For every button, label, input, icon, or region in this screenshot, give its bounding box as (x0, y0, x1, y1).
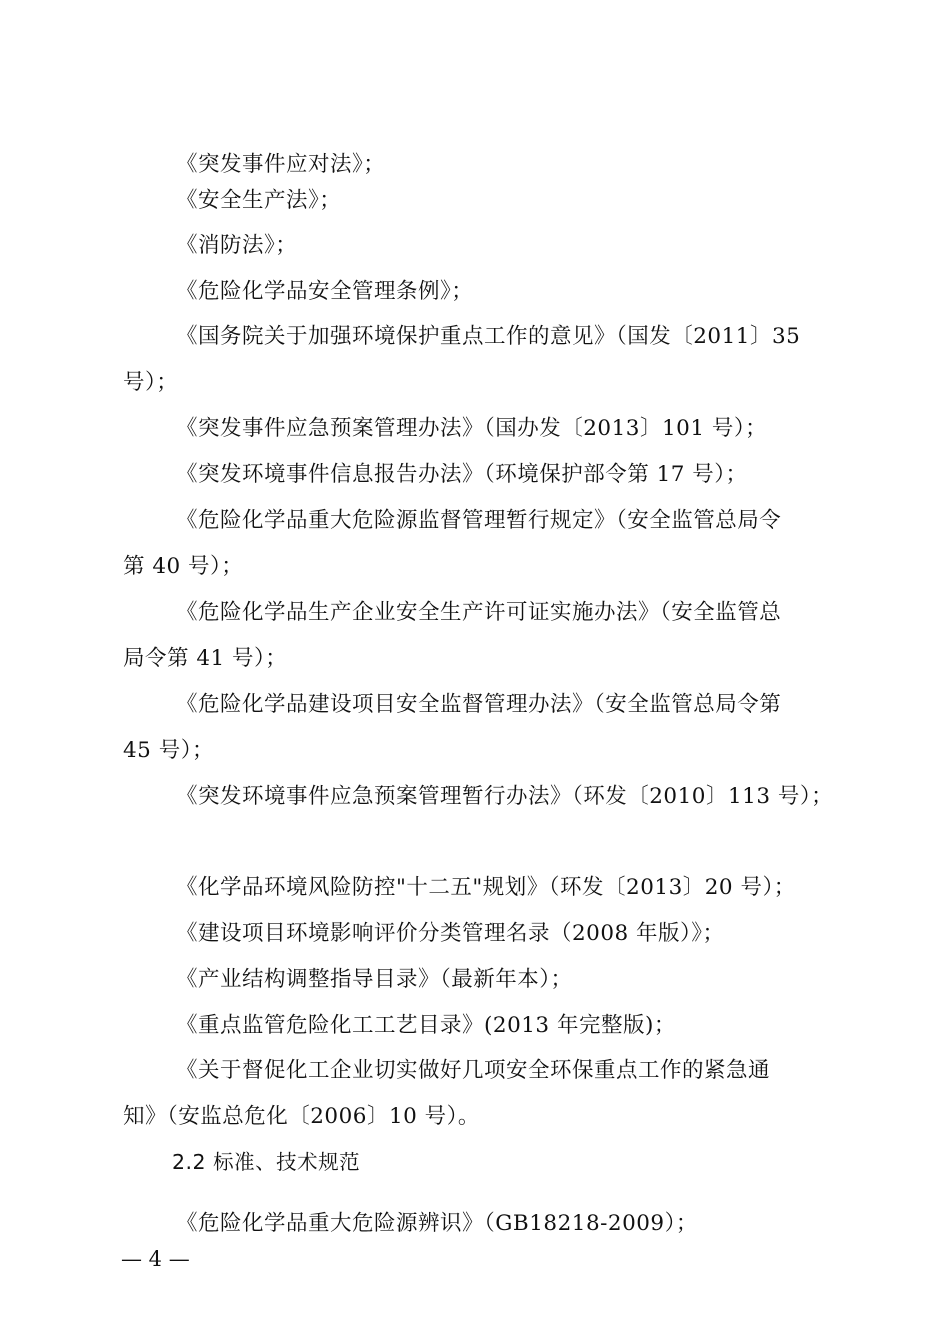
law-item-state-council-opinion-cont: 号）； (123, 370, 179, 395)
law-item-industrial-structure-catalogue: 《产业结构调整指导目录》（最新年本）； (176, 967, 573, 992)
law-item-chemical-risk-plan: 《化学品环境风险防控"十二五"规划》（环发〔2013〕20 号）； (176, 875, 796, 900)
law-item-major-hazard-provisions: 《危险化学品重大危险源监督管理暂行规定》（安全监管总局令 (176, 508, 782, 533)
law-item-production-license-measures-cont: 局令第 41 号）； (123, 646, 288, 671)
law-item-hazardous-chemicals-regulation: 《危险化学品安全管理条例》； (176, 279, 474, 304)
law-item-environmental-emergency-plan: 《突发环境事件应急预案管理暂行办法》（环发〔2010〕113 号）； (176, 784, 834, 809)
law-item-urgent-notice: 《关于督促化工企业切实做好几项安全环保重点工作的紧急通 (176, 1058, 771, 1083)
law-item-hazardous-process-catalogue: 《重点监管危险化工工艺目录》(2013 年完整版)； (176, 1013, 676, 1038)
law-item-production-license-measures: 《危险化学品生产企业安全生产许可证实施办法》（安全监管总 (176, 600, 782, 625)
standard-item-gb18218: 《危险化学品重大危险源辨识》（GB18218-2009）； (176, 1211, 698, 1236)
law-item-incident-report-measures: 《突发环境事件信息报告办法》（环境保护部令第 17 号）； (176, 462, 748, 487)
section-heading-standards: 2.2 标准、技术规范 (172, 1150, 361, 1174)
law-item-urgent-notice-cont: 知》（安监总危化〔2006〕10 号）。 (123, 1104, 480, 1129)
law-item-eia-catalogue: 《建设项目环境影响评价分类管理名录（2008 年版）》； (176, 921, 725, 946)
law-item-construction-supervision-measures: 《危险化学品建设项目安全监督管理办法》（安全监管总局令第 (176, 692, 782, 717)
law-item-emergency-plan-measures: 《突发事件应急预案管理办法》（国办发〔2013〕101 号）； (176, 416, 768, 441)
law-item-work-safety: 《安全生产法》； (176, 188, 342, 213)
law-item-fire-protection: 《消防法》； (176, 233, 298, 258)
law-item-emergency-response: 《突发事件应对法》； (176, 152, 386, 177)
law-item-state-council-opinion: 《国务院关于加强环境保护重点工作的意见》（国发〔2011〕35 (176, 324, 801, 349)
law-item-construction-supervision-measures-cont: 45 号）； (123, 738, 214, 763)
law-item-major-hazard-provisions-cont: 第 40 号）； (123, 554, 244, 579)
page-number: — 4 — (121, 1247, 190, 1271)
